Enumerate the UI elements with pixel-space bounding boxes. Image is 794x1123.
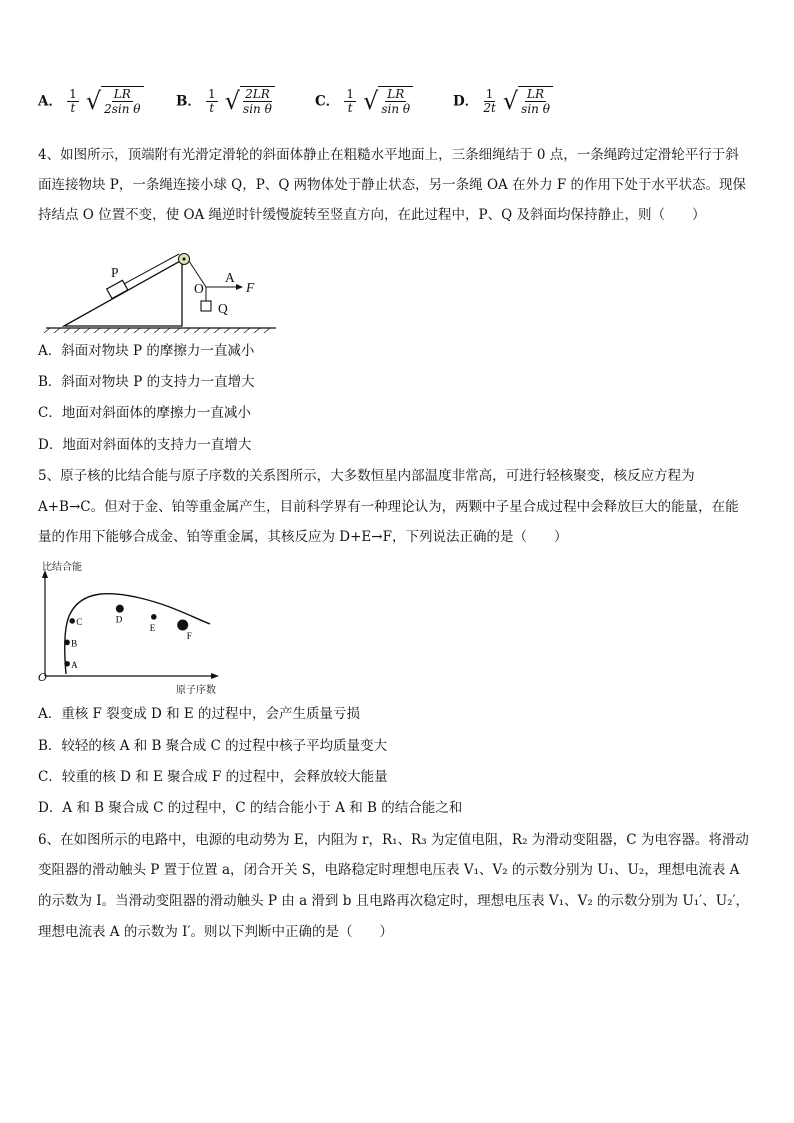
option-label: D． <box>453 93 479 110</box>
ball-q <box>201 301 211 311</box>
q3-options-row <box>38 86 758 130</box>
label-p: P <box>111 265 119 280</box>
q5-text-line-2: A+B→C。但对于金、铂等重金属产生，目前科学界有一种理论认为，两颗中子星合成过程中会释放巨大的能量，在能 <box>38 499 739 515</box>
q3-option-b <box>176 86 275 116</box>
q6-text-line-3: 的示数为 I。当滑动变阻器的滑动触头 P 由 a 滑到 b 且电路再次稳定时，理想电压表 V₁、V₂ 的示数分别为 U₁′、U₂′， <box>38 893 750 909</box>
q5-text-line-1: 5、原子核的比结合能与原子序数的关系图所示，大多数恒星内部温度非常高，可进行轻核聚变，核反应方程为 <box>38 468 695 484</box>
q4-text-line-2: 面连接物块 P，一条绳连接小球 Q，P、Q 两物体处于静止状态，另一条绳 OA 在外力 F 的作用下处于水平状态。现保 <box>38 177 747 193</box>
square-root: √ LR 2sin θ <box>86 86 144 116</box>
fraction: $\frac{1}{t}$ <box>346 86 354 115</box>
q4-option-d: D．地面对斜面体的支持力一直增大 <box>38 437 252 453</box>
q3-option-c <box>315 86 413 116</box>
fraction: $\frac{1}{t}$ <box>69 86 77 115</box>
point-label-b: B <box>71 638 78 649</box>
incline-diagram <box>40 244 280 334</box>
q4-text-line-3: 持结点 O 位置不变，使 OA 绳逆时针缓慢旋转至竖直方向，在此过程中，P、Q 及斜面均保持静止，则（ ） <box>38 207 706 223</box>
q5-option-c: C．较重的核 D 和 E 聚合成 F 的过程中，会释放较大能量 <box>38 769 388 785</box>
binding-energy-curve <box>30 556 230 696</box>
option-label: C． <box>315 93 340 110</box>
q4-option-c: C．地面对斜面体的摩擦力一直减小 <box>38 405 251 421</box>
q4-text-line-1: 4、如图所示，顶端附有光滑定滑轮的斜面体静止在粗糙水平地面上，三条细绳结于 0 点，一条绳跨过定滑轮平行于斜 <box>38 147 739 163</box>
point-label-a: A <box>71 659 78 670</box>
q6-text-line-2: 变阻器的滑动触头 P 置于位置 a，闭合开关 S，电路稳定时理想电压表 V₁、V₂ 的示数分别为 U₁、U₂，理想电流表 A <box>38 862 740 878</box>
incline-pulley-figure <box>40 244 280 334</box>
label-o: O <box>194 281 204 296</box>
q5-option-b: B．较轻的核 A 和 B 聚合成 C 的过程中核子平均质量变大 <box>38 738 388 754</box>
square-root: √ LR sin θ <box>363 86 413 116</box>
q5-text-line-3: 量的作用下能够合成金、铂等重金属，其核反应为 D+E→F，下列说法正确的是（ ） <box>38 529 568 545</box>
point-d <box>116 605 124 613</box>
q4-option-b: B．斜面对物块 P 的支持力一直增大 <box>38 374 255 390</box>
q3-option-d <box>453 86 553 116</box>
point-a <box>64 661 70 667</box>
point-label-c: C <box>76 616 83 627</box>
square-root: √ LR sin θ <box>503 86 553 116</box>
x-axis-label: 原子序数 <box>176 685 216 696</box>
block-p <box>107 280 128 298</box>
label-q: Q <box>218 301 228 316</box>
square-root: √ 2LR sin θ <box>225 86 275 116</box>
fraction: $\frac{1}{t}$ <box>208 86 216 115</box>
q5-option-a: A．重核 F 裂变成 D 和 E 的过程中，会产生质量亏损 <box>38 706 361 722</box>
q6-text-line-1: 6、在如图所示的电路中，电源的电动势为 E，内阻为 r，R₁、R₃ 为定值电阻，R₂ 为滑动变阻器，C 为电容器。将滑动 <box>38 832 749 848</box>
point-c <box>69 618 75 624</box>
point-label-e: E <box>149 622 156 633</box>
label-a: A <box>225 270 235 285</box>
point-b <box>64 640 70 646</box>
origin-label: O <box>38 671 48 684</box>
q3-option-a <box>38 86 144 116</box>
point-label-f: F <box>186 631 192 641</box>
y-axis-label: 比结合能 <box>42 562 82 573</box>
point-f <box>177 620 188 631</box>
binding-energy-chart <box>30 556 230 696</box>
q6-text-line-4: 理想电流表 A 的示数为 I′。则以下判断中正确的是（ ） <box>38 924 394 940</box>
point-e <box>151 614 157 620</box>
fraction: $\frac{1}{2t}$ <box>483 86 496 115</box>
q5-option-d: D．A 和 B 聚合成 C 的过程中，C 的结合能小于 A 和 B 的结合能之和 <box>38 800 463 816</box>
label-f: F <box>246 280 255 295</box>
q4-option-a: A．斜面对物块 P 的摩擦力一直减小 <box>38 343 255 359</box>
option-label: B． <box>176 93 201 110</box>
option-label: A． <box>38 93 62 110</box>
point-label-d: D <box>115 614 123 625</box>
